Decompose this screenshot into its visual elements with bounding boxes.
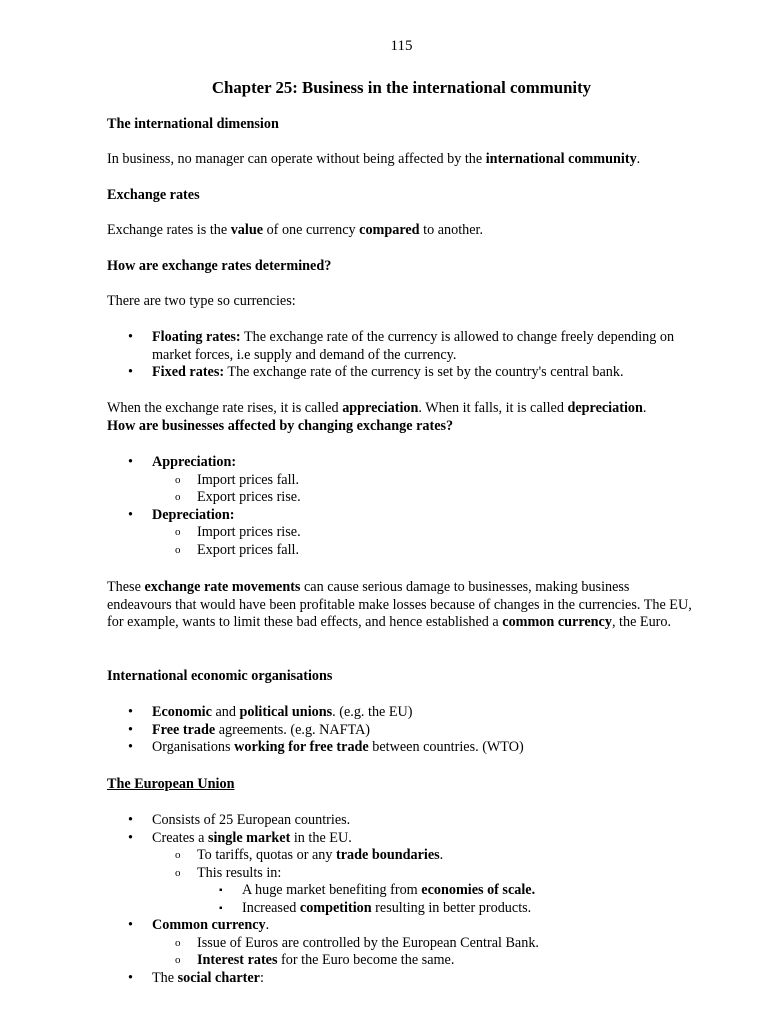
page-number: 115 bbox=[390, 38, 413, 54]
list-currency-types bbox=[107, 329, 707, 382]
heading-rates-determined: How are exchange rates determined? bbox=[107, 258, 332, 274]
list-item: o Export prices fall. bbox=[107, 542, 707, 560]
list-item: o Import prices fall. bbox=[107, 472, 707, 490]
heading-european-union: The European Union bbox=[107, 776, 235, 792]
list-item: • Depreciation: bbox=[107, 507, 707, 525]
heading-exchange-rates: Exchange rates bbox=[107, 187, 200, 203]
list-item: • The social charter: bbox=[107, 970, 707, 988]
chapter-title: Chapter 25: Business in the international community bbox=[211, 78, 592, 97]
list-item: • Fixed rates: The exchange rate of the currency is set by the country's central bank. bbox=[107, 364, 707, 382]
list-item: • Organisations working for free trade between countries. (WTO) bbox=[107, 739, 707, 757]
list-item: • Free trade agreements. (e.g. NAFTA) bbox=[107, 722, 707, 740]
list-exchange-effects bbox=[107, 454, 707, 559]
list-item: ▪ Increased competition resulting in better products. bbox=[107, 900, 707, 918]
list-item: • Creates a single market in the EU. bbox=[107, 830, 707, 848]
heading-international-organisations: International economic organisations bbox=[107, 668, 333, 684]
heading-international-dimension: The international dimension bbox=[107, 116, 279, 132]
list-item: o To tariffs, quotas or any trade boundaries. bbox=[107, 847, 707, 865]
list-item: • Common currency. bbox=[107, 917, 707, 935]
paragraph-exchange-rates: Exchange rates is the value of one currency compared to another. bbox=[107, 222, 484, 238]
heading-businesses-affected: How are businesses affected by changing exchange rates? bbox=[107, 418, 454, 434]
list-item: • Floating rates: The exchange rate of the currency is allowed to change freely depending on market forces, i.e supply and demand of the currency. bbox=[107, 329, 707, 364]
paragraph-international-dimension: In business, no manager can operate without being affected by the international community. bbox=[107, 151, 641, 167]
list-item: o This results in: bbox=[107, 865, 707, 883]
paragraph-appreciation-depreciation: When the exchange rate rises, it is called appreciation. When it falls, it is called depreciation. bbox=[107, 400, 647, 416]
list-european-union bbox=[107, 812, 707, 987]
list-item: o Export prices rise. bbox=[107, 489, 707, 507]
list-organisations bbox=[107, 704, 707, 757]
list-item: ▪ A huge market benefiting from economies of scale. bbox=[107, 882, 707, 900]
paragraph-currency-types: There are two type so currencies: bbox=[107, 293, 296, 309]
list-item: • Economic and political unions. (e.g. the EU) bbox=[107, 704, 707, 722]
list-item: • Consists of 25 European countries. bbox=[107, 812, 707, 830]
list-item: • Appreciation: bbox=[107, 454, 707, 472]
list-item: o Import prices rise. bbox=[107, 524, 707, 542]
list-item: o Interest rates for the Euro become the same. bbox=[107, 952, 707, 970]
list-item: o Issue of Euros are controlled by the European Central Bank. bbox=[107, 935, 707, 953]
paragraph-exchange-movements: These exchange rate movements can cause serious damage to businesses, making business endeavours that would have been profitable make losses because of changes in the currencies. The EU, for example, wants to limit these bad effects, and hence established a common currency, the Euro. bbox=[107, 579, 692, 630]
